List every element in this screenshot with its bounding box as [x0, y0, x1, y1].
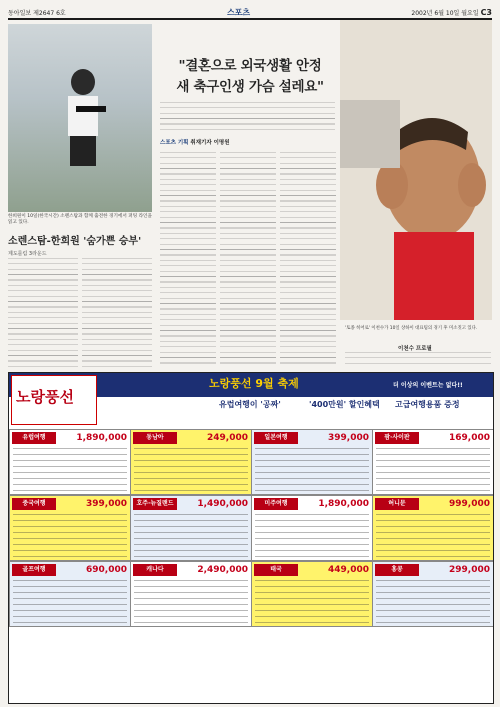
- ad-cell: [9, 429, 131, 495]
- sports-byline: 취재기자 이명원: [190, 140, 230, 146]
- main-col2: [220, 152, 276, 368]
- article2-col1: [8, 258, 78, 368]
- profile-body: [345, 352, 491, 368]
- headline-line1: "결혼으로 외국생활 안정: [178, 58, 322, 74]
- ad-cell-text: [13, 580, 127, 623]
- ad-cell-text: [134, 448, 248, 491]
- ad-cell-text: [255, 514, 369, 557]
- ad-cell-tag: 미주여행: [254, 498, 298, 510]
- ad-cell-tag: 괌·사이판: [375, 432, 419, 444]
- ad-cell-text: [134, 514, 248, 557]
- promo-2: '400만원' 할인혜택: [309, 400, 380, 409]
- headline-line2: 새 축구인생 가슴 설레요": [176, 79, 324, 95]
- ad-cell-tag: 골프여행: [12, 564, 56, 576]
- ad-cell-text: [255, 580, 369, 623]
- main-headline: [162, 56, 338, 98]
- ad-cell: [251, 495, 373, 561]
- ad-cell: [130, 429, 252, 495]
- sports-bar: [160, 138, 336, 148]
- sports-label: 스포츠 기획: [160, 140, 189, 146]
- golfer-photo: [8, 24, 152, 212]
- ad-grid: [9, 429, 493, 703]
- ad-cell-text: [376, 448, 490, 491]
- promo-3: 고급여행용품 증정: [395, 400, 460, 409]
- page-header: [8, 6, 492, 20]
- lead-paragraph: [160, 102, 335, 130]
- ad-cell-tag: 캐나다: [133, 564, 177, 576]
- main-col1: [160, 152, 216, 368]
- ad-cell-price: 1,490,000: [197, 499, 248, 509]
- header-left: 동아일보 제2647 6호: [8, 9, 66, 17]
- ad-cell-text: [13, 448, 127, 491]
- ad-cell: [372, 429, 494, 495]
- brand-name: 노랑풍선: [16, 388, 74, 406]
- golfer-figure: [48, 62, 118, 182]
- ad-banner2: 더 이상의 이벤트는 없다!!: [393, 382, 463, 389]
- ad-cell-tag: 태국: [254, 564, 298, 576]
- section-title: 스포츠: [226, 7, 251, 17]
- ad-cell-price: 1,890,000: [318, 499, 369, 509]
- ad-banner: 노랑풍선 9월 축제: [209, 377, 299, 390]
- ad-cell: [372, 561, 494, 627]
- ad-cell-text: [13, 514, 127, 557]
- ad-cell-price: 1,890,000: [76, 433, 127, 443]
- ad-cell: [9, 495, 131, 561]
- ad-cell-tag: 허니문: [375, 498, 419, 510]
- player-figure: [340, 20, 492, 320]
- golf-caption: 한희원이 10일(한국시간) 소렌스탐과 함께 출전한 경기에서 퍼팅 라인을 읽고 있다.: [8, 214, 152, 225]
- ad-cell-price: 169,000: [449, 433, 490, 443]
- ad-cell: [251, 561, 373, 627]
- profile-title: 이천수 프로필: [398, 346, 432, 352]
- ad-cell: [251, 429, 373, 495]
- ad-cell-tag: 유럽여행: [12, 432, 56, 444]
- brand-logo: [11, 375, 97, 425]
- article2-byline: 제도를림 3라운드: [8, 251, 47, 257]
- travel-ad: [8, 372, 494, 704]
- ad-cell-price: 399,000: [328, 433, 369, 443]
- ad-cell-tag: 중국여행: [12, 498, 56, 510]
- ad-cell-text: [376, 514, 490, 557]
- ad-cell: [130, 561, 252, 627]
- ad-cell: [372, 495, 494, 561]
- ad-cell-price: 690,000: [86, 565, 127, 575]
- ad-cell-price: 2,490,000: [197, 565, 248, 575]
- ad-cell-tag: 호주·뉴질랜드: [133, 498, 177, 510]
- ad-cell-price: 399,000: [86, 499, 127, 509]
- ad-cell-price: 299,000: [449, 565, 490, 575]
- ad-cell-text: [376, 580, 490, 623]
- header-date: 2002년 6월 10일 월요일: [411, 9, 479, 17]
- ad-cell-price: 249,000: [207, 433, 248, 443]
- ad-cell-tag: 일본여행: [254, 432, 298, 444]
- ad-cell-text: [255, 448, 369, 491]
- ad-cell-tag: 홍콩: [375, 564, 419, 576]
- article2-headline: 소렌스탐-한희원 '숨가쁜 승부': [8, 236, 142, 247]
- player-photo: [340, 20, 492, 320]
- main-col3: [280, 152, 336, 368]
- promo-1: 유럽여행이 '공짜': [219, 400, 281, 409]
- ad-cell-price: 999,000: [449, 499, 490, 509]
- player-caption: '토종 히어로' 이천수가 10일 상하이 대표팀의 경기 후 미소짓고 있다.: [345, 326, 478, 331]
- ad-cell-tag: 동남아: [133, 432, 177, 444]
- ad-cell: [9, 561, 131, 627]
- couple-photo: [340, 100, 400, 168]
- ad-cell-text: [134, 580, 248, 623]
- page-number: C3: [480, 7, 492, 17]
- ad-cell-price: 449,000: [328, 565, 369, 575]
- ad-cell: [130, 495, 252, 561]
- article2-col2: [82, 258, 152, 368]
